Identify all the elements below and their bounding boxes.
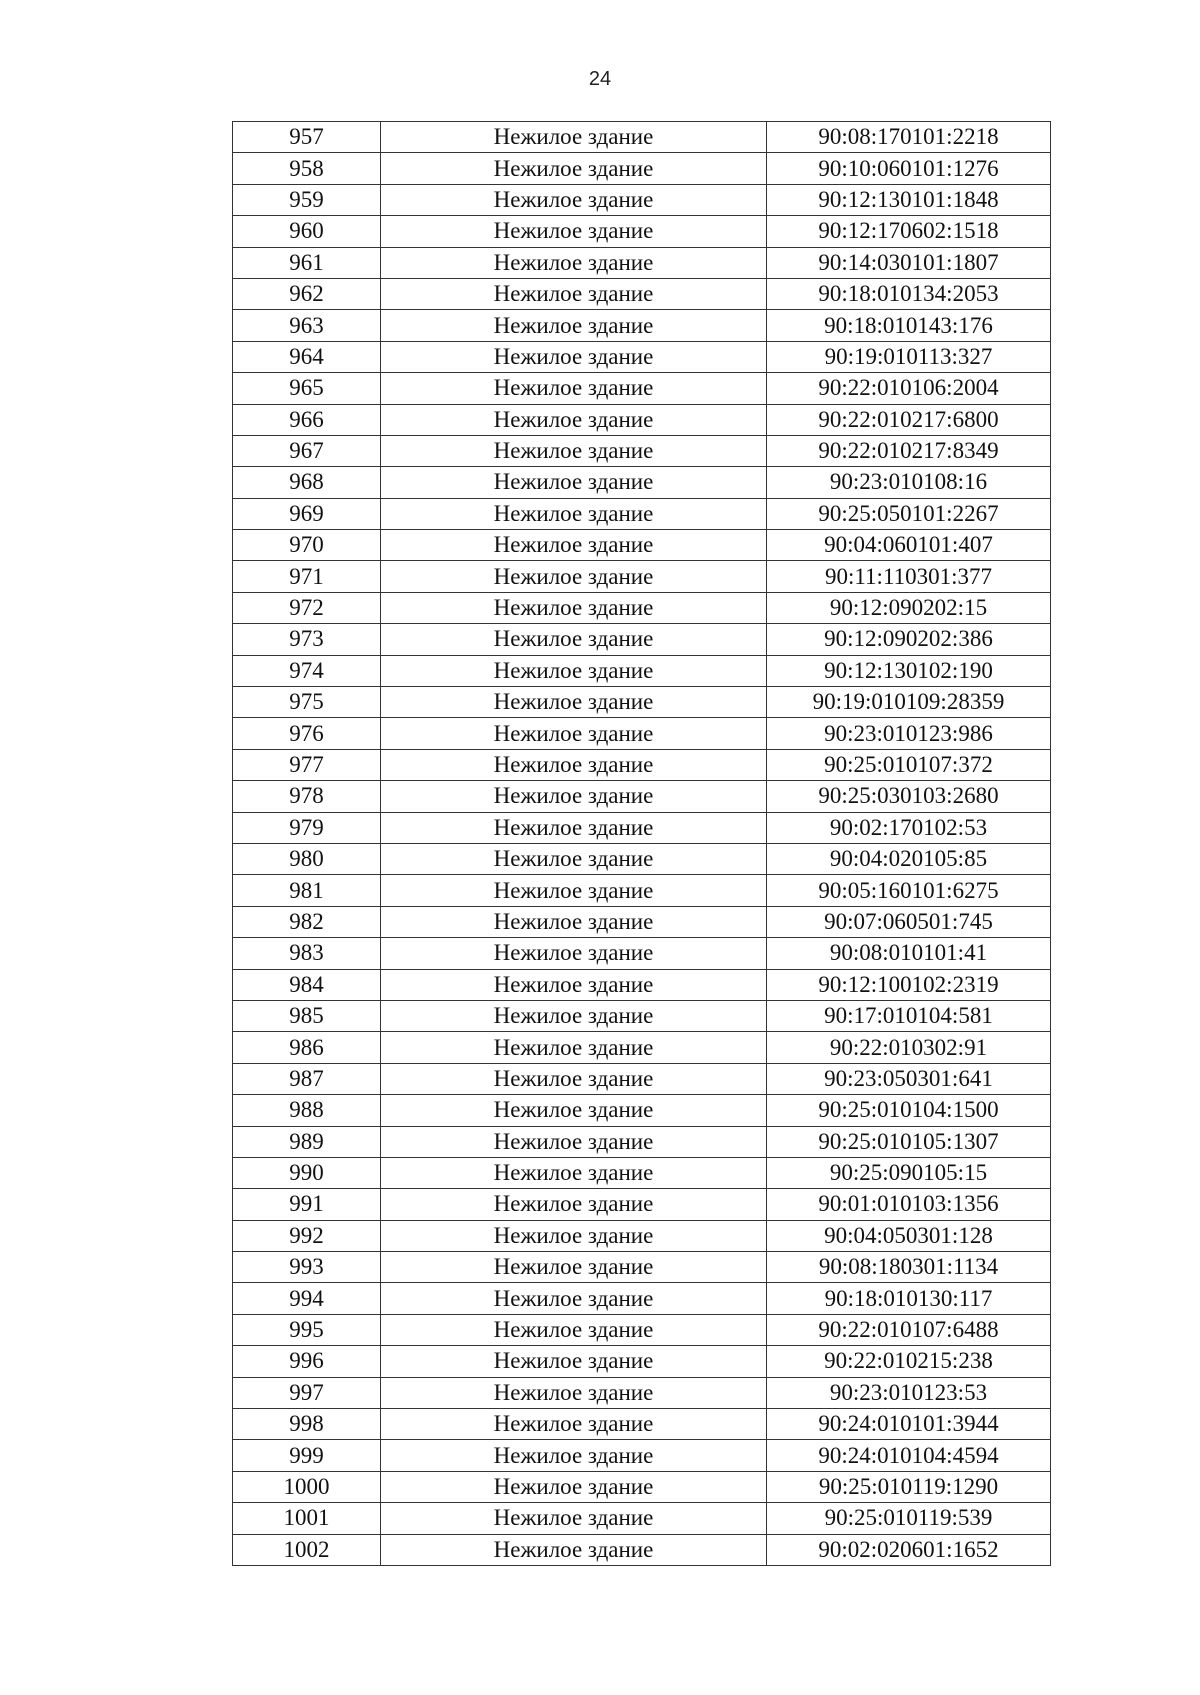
object-type-cell: Нежилое здание <box>381 1440 767 1471</box>
object-type-cell: Нежилое здание <box>381 216 767 247</box>
cadastral-number-cell: 90:04:020105:85 <box>767 843 1051 874</box>
object-type-cell: Нежилое здание <box>381 749 767 780</box>
table-row <box>233 687 1051 718</box>
object-type-cell: Нежилое здание <box>381 561 767 592</box>
row-number-cell: 980 <box>233 843 381 874</box>
object-type-cell: Нежилое здание <box>381 1314 767 1345</box>
cadastral-number-cell: 90:22:010215:238 <box>767 1346 1051 1377</box>
cadastral-number-cell: 90:25:010104:1500 <box>767 1095 1051 1126</box>
row-number-cell: 995 <box>233 1314 381 1345</box>
object-type-cell: Нежилое здание <box>381 467 767 498</box>
row-number-cell: 973 <box>233 624 381 655</box>
object-type-cell: Нежилое здание <box>381 1503 767 1534</box>
row-number-cell: 988 <box>233 1095 381 1126</box>
cadastral-number-cell: 90:12:100102:2319 <box>767 969 1051 1000</box>
object-type-cell: Нежилое здание <box>381 718 767 749</box>
cadastral-number-cell: 90:23:050301:641 <box>767 1063 1051 1094</box>
cadastral-number-cell: 90:12:170602:1518 <box>767 216 1051 247</box>
object-type-cell: Нежилое здание <box>381 843 767 874</box>
object-type-cell: Нежилое здание <box>381 1063 767 1094</box>
row-number-cell: 996 <box>233 1346 381 1377</box>
object-type-cell: Нежилое здание <box>381 1534 767 1565</box>
cadastral-number-cell: 90:25:090105:15 <box>767 1157 1051 1188</box>
object-type-cell: Нежилое здание <box>381 781 767 812</box>
row-number-cell: 970 <box>233 530 381 561</box>
cadastral-number-cell: 90:24:010101:3944 <box>767 1409 1051 1440</box>
object-type-cell: Нежилое здание <box>381 1283 767 1314</box>
row-number-cell: 998 <box>233 1409 381 1440</box>
cadastral-number-cell: 90:12:130101:1848 <box>767 184 1051 215</box>
table-row <box>233 530 1051 561</box>
row-number-cell: 993 <box>233 1252 381 1283</box>
table-row <box>233 1252 1051 1283</box>
row-number-cell: 967 <box>233 435 381 466</box>
row-number-cell: 974 <box>233 655 381 686</box>
object-type-cell: Нежилое здание <box>381 310 767 341</box>
object-type-cell: Нежилое здание <box>381 687 767 718</box>
cadastral-number-cell: 90:04:050301:128 <box>767 1220 1051 1251</box>
object-type-cell: Нежилое здание <box>381 655 767 686</box>
object-type-cell: Нежилое здание <box>381 1377 767 1408</box>
cadastral-number-cell: 90:23:010123:986 <box>767 718 1051 749</box>
object-type-cell: Нежилое здание <box>381 1471 767 1502</box>
table-body <box>233 122 1051 1566</box>
cadastral-number-cell: 90:18:010134:2053 <box>767 278 1051 309</box>
table-row <box>233 1346 1051 1377</box>
cadastral-number-cell: 90:08:180301:1134 <box>767 1252 1051 1283</box>
table-row <box>233 404 1051 435</box>
cadastral-number-cell: 90:05:160101:6275 <box>767 875 1051 906</box>
cadastral-number-cell: 90:19:010109:28359 <box>767 687 1051 718</box>
object-type-cell: Нежилое здание <box>381 938 767 969</box>
row-number-cell: 992 <box>233 1220 381 1251</box>
table-row <box>233 906 1051 937</box>
cadastral-number-cell: 90:24:010104:4594 <box>767 1440 1051 1471</box>
row-number-cell: 975 <box>233 687 381 718</box>
row-number-cell: 972 <box>233 592 381 623</box>
object-type-cell: Нежилое здание <box>381 184 767 215</box>
row-number-cell: 981 <box>233 875 381 906</box>
object-type-cell: Нежилое здание <box>381 1032 767 1063</box>
row-number-cell: 991 <box>233 1189 381 1220</box>
row-number-cell: 1000 <box>233 1471 381 1502</box>
row-number-cell: 990 <box>233 1157 381 1188</box>
table-row <box>233 1534 1051 1565</box>
object-type-cell: Нежилое здание <box>381 875 767 906</box>
row-number-cell: 986 <box>233 1032 381 1063</box>
row-number-cell: 969 <box>233 498 381 529</box>
object-type-cell: Нежилое здание <box>381 247 767 278</box>
row-number-cell: 968 <box>233 467 381 498</box>
table-row <box>233 561 1051 592</box>
table-row <box>233 718 1051 749</box>
row-number-cell: 964 <box>233 341 381 372</box>
cadastral-number-cell: 90:01:010103:1356 <box>767 1189 1051 1220</box>
cadastral-number-cell: 90:22:010107:6488 <box>767 1314 1051 1345</box>
object-type-cell: Нежилое здание <box>381 498 767 529</box>
cadastral-number-cell: 90:10:060101:1276 <box>767 153 1051 184</box>
object-type-cell: Нежилое здание <box>381 153 767 184</box>
cadastral-number-cell: 90:22:010217:6800 <box>767 404 1051 435</box>
table-row <box>233 216 1051 247</box>
table-row <box>233 341 1051 372</box>
cadastral-number-cell: 90:18:010130:117 <box>767 1283 1051 1314</box>
row-number-cell: 997 <box>233 1377 381 1408</box>
table-row <box>233 373 1051 404</box>
object-type-cell: Нежилое здание <box>381 278 767 309</box>
row-number-cell: 982 <box>233 906 381 937</box>
cadastral-number-cell: 90:04:060101:407 <box>767 530 1051 561</box>
table-row <box>233 1471 1051 1502</box>
cadastral-number-cell: 90:17:010104:581 <box>767 1000 1051 1031</box>
table-row <box>233 153 1051 184</box>
table-row <box>233 1126 1051 1157</box>
cadastral-number-cell: 90:25:050101:2267 <box>767 498 1051 529</box>
cadastral-number-cell: 90:12:090202:386 <box>767 624 1051 655</box>
table-row <box>233 749 1051 780</box>
cadastral-number-cell: 90:19:010113:327 <box>767 341 1051 372</box>
cadastral-number-cell: 90:18:010143:176 <box>767 310 1051 341</box>
table-row <box>233 498 1051 529</box>
row-number-cell: 1001 <box>233 1503 381 1534</box>
cadastral-number-cell: 90:23:010123:53 <box>767 1377 1051 1408</box>
object-type-cell: Нежилое здание <box>381 906 767 937</box>
cadastral-number-cell: 90:25:010119:1290 <box>767 1471 1051 1502</box>
object-type-cell: Нежилое здание <box>381 404 767 435</box>
row-number-cell: 971 <box>233 561 381 592</box>
table-row <box>233 969 1051 1000</box>
object-type-cell: Нежилое здание <box>381 373 767 404</box>
object-type-cell: Нежилое здание <box>381 969 767 1000</box>
table-row <box>233 1503 1051 1534</box>
object-type-cell: Нежилое здание <box>381 812 767 843</box>
cadastral-number-cell: 90:07:060501:745 <box>767 906 1051 937</box>
table-row <box>233 592 1051 623</box>
cadastral-number-cell: 90:22:010302:91 <box>767 1032 1051 1063</box>
object-type-cell: Нежилое здание <box>381 122 767 153</box>
row-number-cell: 960 <box>233 216 381 247</box>
table-row <box>233 624 1051 655</box>
cadastral-number-cell: 90:02:170102:53 <box>767 812 1051 843</box>
table-row <box>233 781 1051 812</box>
table-row <box>233 1189 1051 1220</box>
cadastral-number-cell: 90:22:010106:2004 <box>767 373 1051 404</box>
table-row <box>233 1409 1051 1440</box>
object-type-cell: Нежилое здание <box>381 1252 767 1283</box>
table-row <box>233 812 1051 843</box>
row-number-cell: 976 <box>233 718 381 749</box>
page-number: 24 <box>588 68 612 90</box>
row-number-cell: 959 <box>233 184 381 215</box>
object-type-cell: Нежилое здание <box>381 624 767 655</box>
table-row <box>233 1377 1051 1408</box>
object-type-cell: Нежилое здание <box>381 1189 767 1220</box>
cadastral-number-cell: 90:12:090202:15 <box>767 592 1051 623</box>
row-number-cell: 989 <box>233 1126 381 1157</box>
cadastral-number-cell: 90:08:170101:2218 <box>767 122 1051 153</box>
table-row <box>233 1157 1051 1188</box>
cadastral-number-cell: 90:25:010119:539 <box>767 1503 1051 1534</box>
row-number-cell: 977 <box>233 749 381 780</box>
row-number-cell: 963 <box>233 310 381 341</box>
row-number-cell: 966 <box>233 404 381 435</box>
table-row <box>233 1220 1051 1251</box>
row-number-cell: 1002 <box>233 1534 381 1565</box>
row-number-cell: 961 <box>233 247 381 278</box>
object-type-cell: Нежилое здание <box>381 1157 767 1188</box>
row-number-cell: 958 <box>233 153 381 184</box>
table-row <box>233 1095 1051 1126</box>
property-table <box>232 121 1051 1566</box>
row-number-cell: 999 <box>233 1440 381 1471</box>
row-number-cell: 987 <box>233 1063 381 1094</box>
table-row <box>233 247 1051 278</box>
row-number-cell: 984 <box>233 969 381 1000</box>
row-number-cell: 965 <box>233 373 381 404</box>
cadastral-number-cell: 90:22:010217:8349 <box>767 435 1051 466</box>
table-row <box>233 467 1051 498</box>
row-number-cell: 983 <box>233 938 381 969</box>
cadastral-number-cell: 90:23:010108:16 <box>767 467 1051 498</box>
row-number-cell: 994 <box>233 1283 381 1314</box>
row-number-cell: 962 <box>233 278 381 309</box>
row-number-cell: 985 <box>233 1000 381 1031</box>
table-row <box>233 1063 1051 1094</box>
table-row <box>233 122 1051 153</box>
row-number-cell: 978 <box>233 781 381 812</box>
cadastral-number-cell: 90:14:030101:1807 <box>767 247 1051 278</box>
table-row <box>233 1440 1051 1471</box>
object-type-cell: Нежилое здание <box>381 341 767 372</box>
table-row <box>233 1032 1051 1063</box>
object-type-cell: Нежилое здание <box>381 1346 767 1377</box>
table-row <box>233 843 1051 874</box>
table-row <box>233 435 1051 466</box>
cadastral-number-cell: 90:25:010107:372 <box>767 749 1051 780</box>
cadastral-number-cell: 90:08:010101:41 <box>767 938 1051 969</box>
table-row <box>233 278 1051 309</box>
table-row <box>233 1314 1051 1345</box>
cadastral-number-cell: 90:25:010105:1307 <box>767 1126 1051 1157</box>
row-number-cell: 957 <box>233 122 381 153</box>
table-row <box>233 184 1051 215</box>
table-row <box>233 1000 1051 1031</box>
table-row <box>233 875 1051 906</box>
object-type-cell: Нежилое здание <box>381 1126 767 1157</box>
table-row <box>233 938 1051 969</box>
object-type-cell: Нежилое здание <box>381 1095 767 1126</box>
object-type-cell: Нежилое здание <box>381 530 767 561</box>
table-row <box>233 655 1051 686</box>
object-type-cell: Нежилое здание <box>381 592 767 623</box>
object-type-cell: Нежилое здание <box>381 1000 767 1031</box>
object-type-cell: Нежилое здание <box>381 1220 767 1251</box>
object-type-cell: Нежилое здание <box>381 435 767 466</box>
cadastral-number-cell: 90:12:130102:190 <box>767 655 1051 686</box>
table-row <box>233 310 1051 341</box>
object-type-cell: Нежилое здание <box>381 1409 767 1440</box>
row-number-cell: 979 <box>233 812 381 843</box>
table-row <box>233 1283 1051 1314</box>
cadastral-number-cell: 90:25:030103:2680 <box>767 781 1051 812</box>
cadastral-number-cell: 90:02:020601:1652 <box>767 1534 1051 1565</box>
cadastral-number-cell: 90:11:110301:377 <box>767 561 1051 592</box>
